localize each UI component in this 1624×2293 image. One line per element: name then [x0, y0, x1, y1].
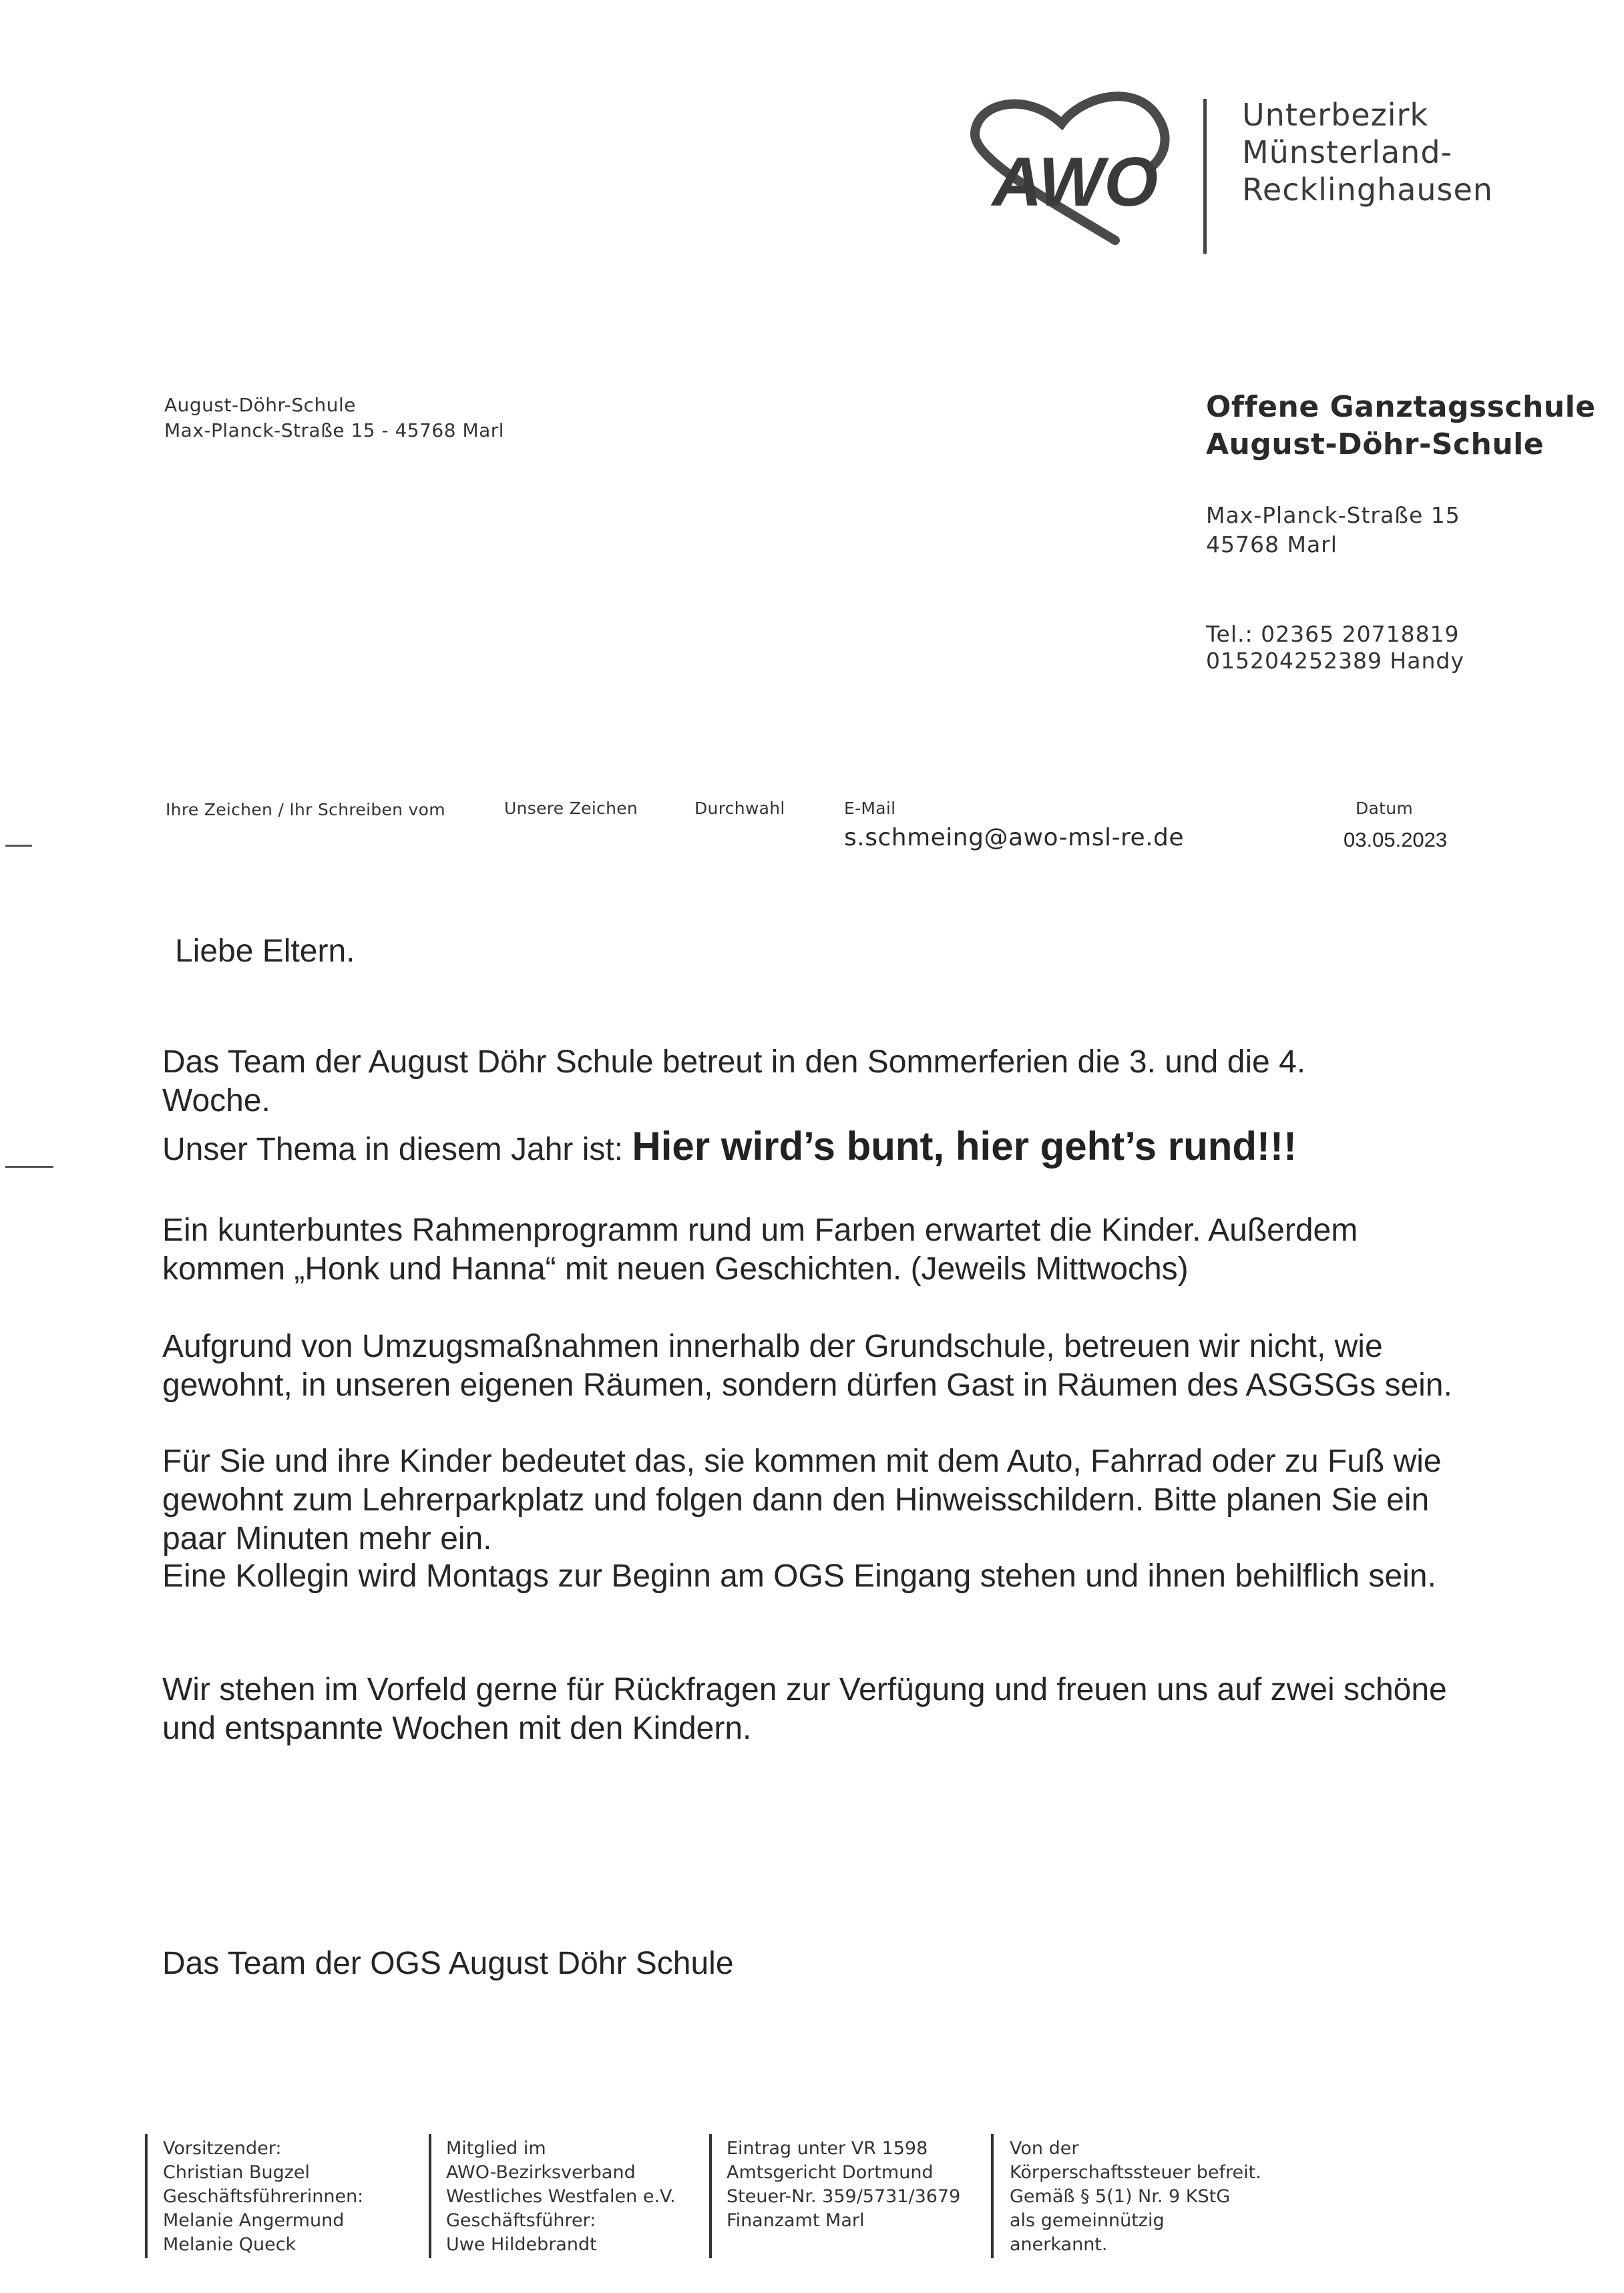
ref-datum-label: Datum [1356, 799, 1414, 818]
org-title-2: August-Döhr-Schule [1206, 427, 1545, 461]
footer-line: Westliches Westfalen e.V. [446, 2186, 676, 2207]
footer-line: Finanzamt Marl [727, 2210, 865, 2231]
footer-line: Von der [1010, 2138, 1079, 2159]
footer-line: anerkannt. [1010, 2234, 1108, 2255]
ref-email-label: E-Mail [844, 799, 896, 818]
paragraph-4: Wir stehen im Vorfeld gerne für Rückfragen zur Verfügung und freuen uns auf zwei schöne und entspannte Wochen mit den Kindern. [162, 1672, 1447, 1746]
ref-email-value: s.schmeing@awo-msl-re.de [844, 824, 1185, 851]
org-tel: Tel.: 02365 20718819 [1206, 621, 1460, 647]
footer-line: Melanie Queck [163, 2234, 296, 2255]
footer-col-1 [163, 2137, 363, 2257]
org-city: 45768 Marl [1206, 532, 1338, 558]
region-line-1: Unterbezirk [1242, 97, 1429, 133]
ref-datum-value: 03.05.2023 [1344, 828, 1448, 851]
closing: Das Team der OGS August Döhr Schule [162, 1946, 734, 1981]
ref-ihre-label: Ihre Zeichen / Ihr Schreiben vom [166, 800, 445, 819]
ref-unsere-label: Unsere Zeichen [504, 799, 638, 818]
footer-bar-4 [991, 2134, 994, 2258]
theme-title: Hier wird’s bunt, hier geht’s rund!!! [632, 1124, 1297, 1169]
org-title-1: Offene Ganztagsschule [1206, 390, 1596, 424]
heart-icon [962, 87, 1189, 260]
footer-line: Uwe Hildebrandt [446, 2234, 597, 2255]
paragraph-3c: Eine Kollegin wird Montags zur Beginn am OGS Eingang stehen und ihnen behilflich sein. [162, 1558, 1436, 1594]
awo-logo [962, 87, 1189, 260]
awo-wordmark: AWO [992, 144, 1159, 221]
footer-line: Amtsgericht Dortmund [727, 2162, 934, 2183]
sender-line-2: Max-Planck-Straße 15 - 45768 Marl [164, 419, 505, 441]
region-line-2: Münsterland- [1242, 134, 1453, 170]
footer-line: Mitglied im [446, 2138, 546, 2159]
org-street: Max-Planck-Straße 15 [1206, 502, 1460, 528]
org-mobile: 015204252389 Handy [1206, 648, 1464, 674]
theme-intro: Unser Thema in diesem Jahr ist: [162, 1132, 632, 1167]
footer-line: AWO-Bezirksverband [446, 2162, 636, 2183]
paragraph-3b: Für Sie und ihre Kinder bedeutet das, sie kommen mit dem Auto, Fahrrad oder zu Fuß wie gewohnt zum Lehrerparkplatz und folgen dann den Hinweisschildern. Bitte planen Sie ein paar Minuten mehr ein. [162, 1444, 1442, 1556]
paragraph-1: Das Team der August Döhr Schule betreut in den Sommerferien die 3. und die 4. Woche. [162, 1044, 1306, 1118]
footer-bar-1 [145, 2134, 148, 2258]
sender-line-1: August-Döhr-Schule [164, 394, 357, 416]
footer-line: als gemeinnützig [1010, 2210, 1165, 2231]
footer-line: Geschäftsführer: [446, 2210, 596, 2231]
footer-line: Gemäß § 5(1) Nr. 9 KStG [1010, 2186, 1231, 2207]
footer-bar-3 [709, 2134, 712, 2258]
footer-line: Eintrag unter VR 1598 [727, 2138, 928, 2159]
footer-col-4 [1010, 2137, 1261, 2257]
paragraph-3a: Aufgrund von Umzugsmaßnahmen innerhalb der Grundschule, betreuen wir nicht, wie gewohnt, in unseren eigenen Räumen, sondern dürfen Gast in Räumen des ASGSGs sein. [162, 1329, 1452, 1403]
fold-mark-1 [5, 845, 32, 847]
paragraph-2: Ein kunterbuntes Rahmenprogramm rund um Farben erwartet die Kinder. Außerdem kommen „Honk und Hanna“ mit neuen Geschichten. (Jeweils Mittwochs) [162, 1213, 1358, 1287]
footer-col-3 [727, 2137, 960, 2233]
footer-line: Vorsitzender: [163, 2138, 282, 2159]
footer-line: Christian Bugzel [163, 2162, 311, 2183]
ref-durchwahl-label: Durchwahl [694, 799, 785, 818]
footer-line: Körperschaftssteuer befreit. [1010, 2162, 1261, 2183]
footer-col-2 [446, 2137, 676, 2257]
footer-bar-2 [429, 2134, 431, 2258]
footer-line: Geschäftsführerinnen: [163, 2186, 364, 2207]
logo-divider [1203, 99, 1207, 254]
theme-line [162, 1124, 1464, 1169]
footer-line: Steuer-Nr. 359/5731/3679 [727, 2186, 961, 2207]
region-line-3: Recklinghausen [1242, 172, 1493, 208]
fold-mark-2 [5, 1166, 53, 1168]
salutation: Liebe Eltern. [175, 933, 355, 969]
footer-line: Melanie Angermund [163, 2210, 345, 2231]
